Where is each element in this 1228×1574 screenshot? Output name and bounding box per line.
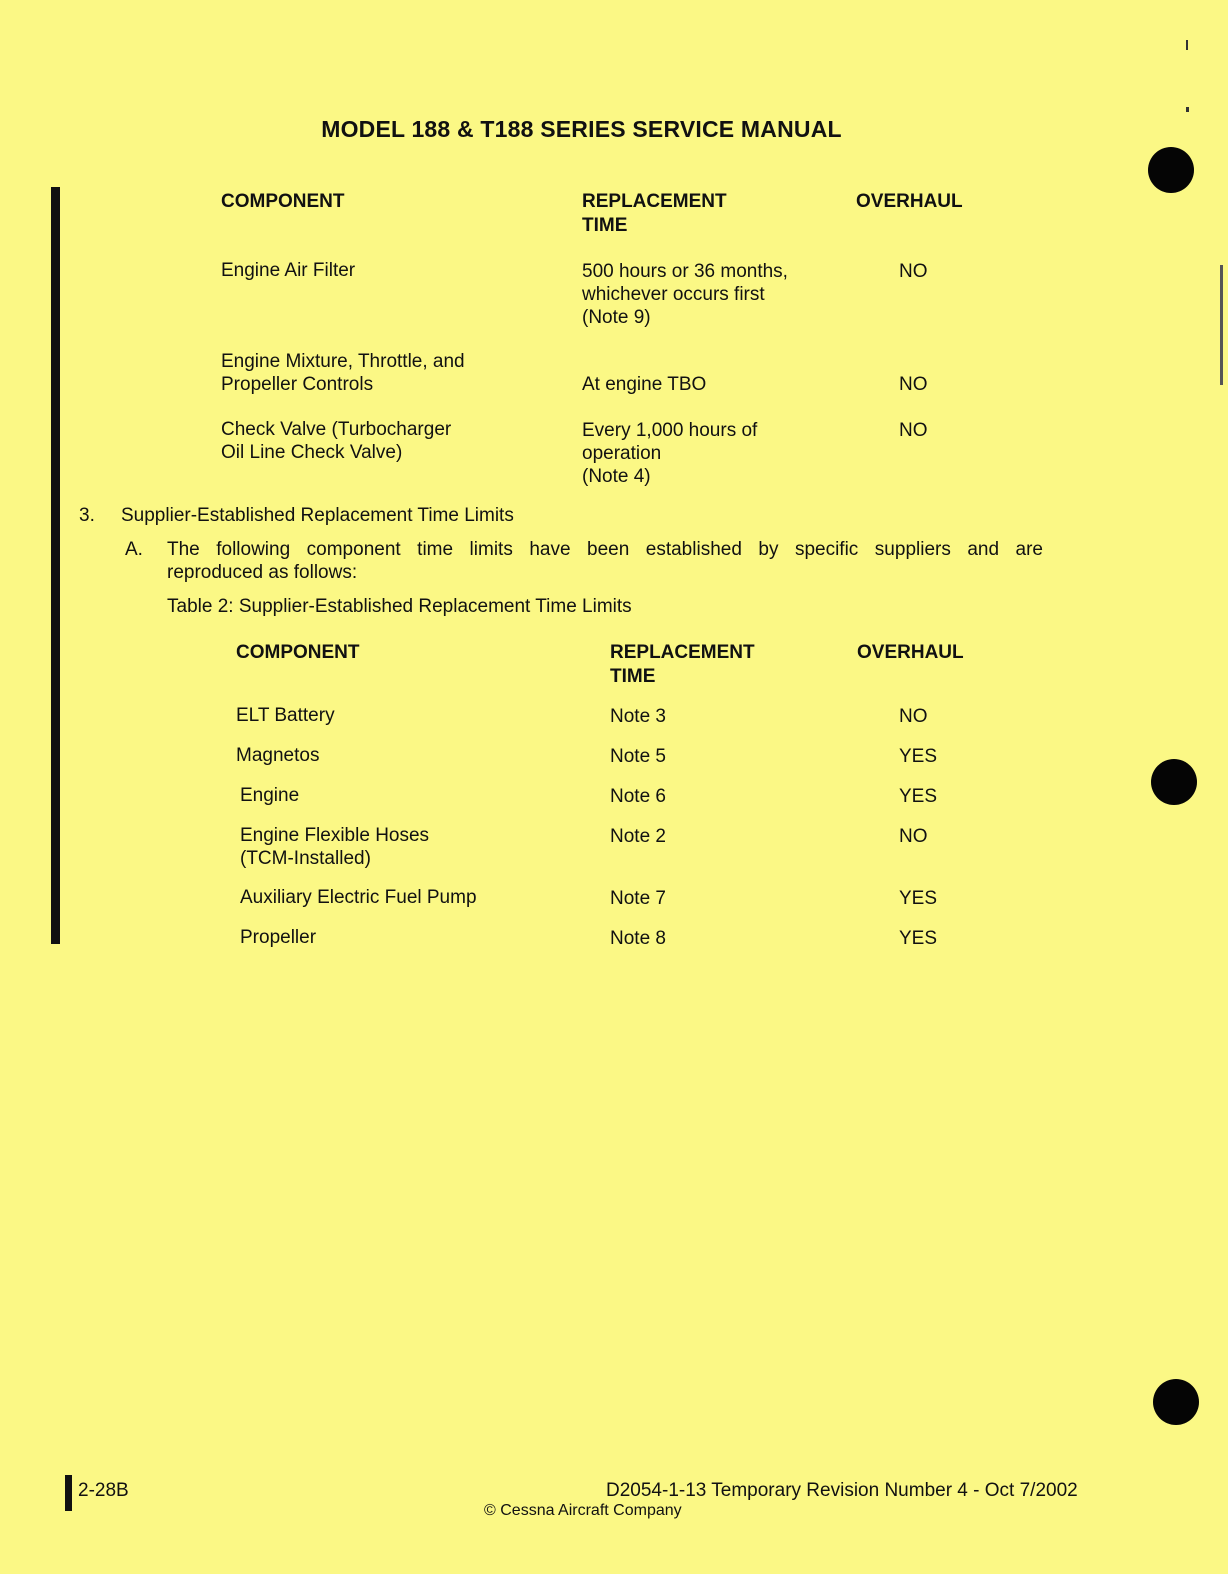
scan-edge [1220, 265, 1223, 385]
table1-row2-overhaul: NO [899, 374, 928, 395]
table1-row1-overhaul: NO [899, 261, 928, 282]
table2-row1-replacement: Note 3 [610, 706, 666, 727]
table1-row3-overhaul: NO [899, 420, 928, 441]
revision-info: D2054-1-13 Temporary Revision Number 4 - Oct 7/2002 [606, 1480, 1078, 1501]
table2-row2-component: Magnetos [236, 745, 320, 766]
table2-row5-overhaul: YES [899, 888, 938, 909]
binder-hole [1153, 1379, 1199, 1425]
table2-row1-component: ELT Battery [236, 705, 335, 726]
section-number: 3. [79, 505, 95, 526]
subsection-paragraph: The following component time limits have been established by specific suppliers and are reproduced as follows: [167, 539, 1043, 583]
page-number: 2-28B [78, 1480, 129, 1501]
table2-row5-component: Auxiliary Electric Fuel Pump [240, 887, 477, 908]
table2-row3-replacement: Note 6 [610, 786, 666, 807]
binder-hole [1151, 759, 1197, 805]
scan-speck [1186, 40, 1188, 50]
table1-header-overhaul: OVERHAUL [856, 191, 963, 212]
table1-row2-component: Engine Mixture, Throttle, and Propeller Controls [221, 351, 465, 395]
table2-header-replacement-time: REPLACEMENT TIME [610, 642, 755, 687]
table2-row4-component: Engine Flexible Hoses (TCM-Installed) [240, 825, 430, 869]
table2-row6-replacement: Note 8 [610, 928, 666, 949]
table2-row1-overhaul: NO [899, 706, 928, 727]
table1-row1-component: Engine Air Filter [221, 260, 356, 281]
table2-row2-overhaul: YES [899, 746, 938, 767]
table2-row6-component: Propeller [240, 927, 317, 948]
page-title: MODEL 188 & T188 SERIES SERVICE MANUAL [321, 116, 842, 142]
table2-header-component: COMPONENT [236, 642, 360, 663]
table1-row1-replacement: 500 hours or 36 months, whichever occurs first (Note 9) [582, 261, 788, 328]
section-heading: Supplier-Established Replacement Time Limits [121, 505, 514, 526]
footer-change-bar [65, 1475, 72, 1511]
binder-hole [1148, 147, 1194, 193]
table2-row4-replacement: Note 2 [610, 826, 666, 847]
revision-change-bar [51, 187, 60, 944]
scan-speck [1186, 107, 1189, 112]
table2-row3-component: Engine [240, 785, 300, 806]
table2-row2-replacement: Note 5 [610, 746, 666, 767]
table1-row3-replacement: Every 1,000 hours of operation (Note 4) [582, 420, 758, 487]
table2-row6-overhaul: YES [899, 928, 938, 949]
table1-row3-component: Check Valve (Turbocharger Oil Line Check Valve) [221, 419, 452, 463]
table2-header-overhaul: OVERHAUL [857, 642, 964, 663]
subsection-letter: A. [125, 539, 143, 560]
table2-row4-overhaul: NO [899, 826, 928, 847]
table1-row2-replacement: At engine TBO [582, 374, 707, 395]
table2-row5-replacement: Note 7 [610, 888, 666, 909]
table1-header-replacement-time: REPLACEMENT TIME [582, 191, 727, 236]
copyright: © Cessna Aircraft Company [484, 1502, 682, 1519]
table1-header-component: COMPONENT [221, 191, 345, 212]
table2-row3-overhaul: YES [899, 786, 938, 807]
table-caption: Table 2: Supplier-Established Replacement Time Limits [167, 596, 632, 617]
